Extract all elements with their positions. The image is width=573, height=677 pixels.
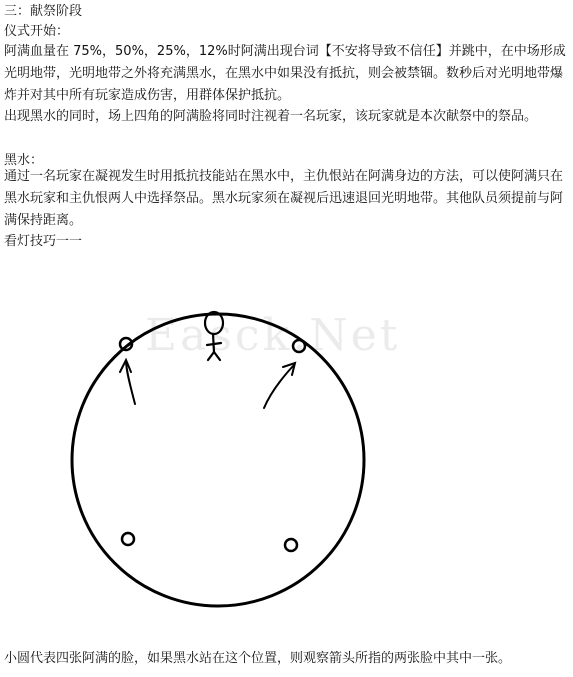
ritual-start-label: 仪式开始：: [4, 24, 70, 39]
player-stick-figure: [205, 312, 223, 360]
face-bottom-right: [285, 539, 297, 551]
arrow-right: [264, 363, 295, 408]
arrow-left: [120, 360, 135, 404]
blackwater-label: 黑水：: [4, 153, 44, 168]
ritual-description: 阿满血量在 75%，50%，25%，12%时阿满出现台词【不安将导致不信任】并跳中，在中场形成光明地带，光明地带之外将充满黑水，在黑水中如果没有抵抗，则会被禁锢。数秒后对光明地带爆炸并对其中所有玩家造成伤害，用群体保护抵抗。: [4, 44, 566, 103]
arena-diagram: [0, 280, 573, 640]
tip-label: 看灯技巧一一: [4, 234, 83, 249]
blackwater-description: 通过一名玩家在凝视发生时用抵抗技能站在黑水中，主仇恨站在阿满身边的方法，可以使阿满只在黑水玩家和主仇恨两人中选择祭品。黑水玩家须在凝视后迅速退回光明地带。其他队员须提前与阿满保持距离。: [4, 169, 564, 228]
sacrifice-description: 出现黑水的同时，场上四角的阿满脸将同时注视着一名玩家，该玩家就是本次献祭中的祭品。: [4, 109, 538, 124]
face-top-right: [293, 340, 305, 352]
watermark: Easck.Net: [145, 310, 401, 361]
face-bottom-left: [122, 533, 134, 545]
diagram-caption: 小圆代表四张阿满的脸，如果黑水站在这个位置，则观察箭头所指的两张脸中其中一张。: [4, 651, 512, 666]
section-heading: 三：献祭阶段: [4, 4, 83, 19]
